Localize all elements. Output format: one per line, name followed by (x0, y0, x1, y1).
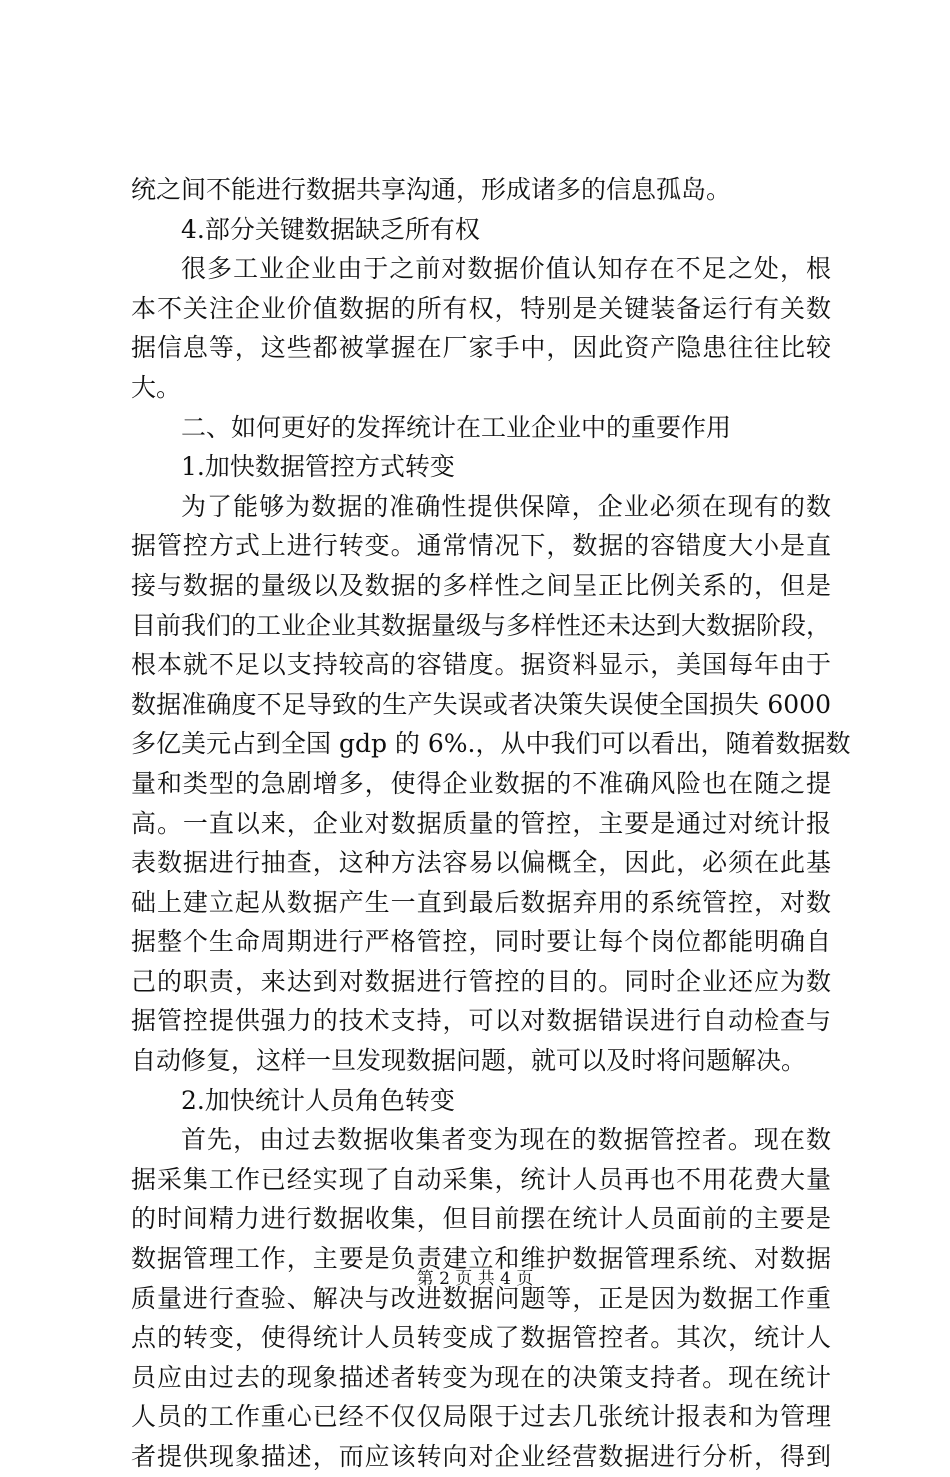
text-line: 的时间精力进行数据收集，但目前摆在统计人员面前的主要是 (131, 1204, 831, 1234)
text-line: 很多工业企业由于之前对数据价值认知存在不足之处，根 (181, 254, 831, 284)
text-line: 据管控提供强力的技术支持，可以对数据错误进行自动检查与 (131, 1006, 831, 1036)
text-line: 量和类型的急剧增多，使得企业数据的不准确风险也在随之提 (131, 768, 831, 798)
text-line: 多亿美元占到全国 gdp 的 6%.，从中我们可以看出，随着数据数 (131, 729, 851, 759)
text-line: 据管控方式上进行转变。通常情况下，数据的容错度大小是直 (131, 531, 831, 561)
text-line: 根本就不足以支持较高的容错度。据资料显示，美国每年由于 (131, 650, 831, 680)
text-line: 据采集工作已经实现了自动采集，统计人员再也不用花费大量 (131, 1164, 831, 1194)
text-line: 本不关注企业价值数据的所有权，特别是关键装备运行有关数 (131, 293, 831, 323)
text-line: 据信息等，这些都被掌握在厂家手中，因此资产隐患往往比较 (131, 333, 831, 363)
text-line: 自动修复，这样一旦发现数据问题，就可以及时将问题解决。 (131, 1046, 807, 1076)
text-line: 2.加快统计人员角色转变 (181, 1085, 455, 1115)
text-line: 己的职责，来达到对数据进行管控的目的。同时企业还应为数 (131, 966, 831, 996)
text-line: 质量进行查验、解决与改进数据问题等，正是因为数据工作重 (131, 1283, 831, 1313)
text-line: 点的转变，使得统计人员转变成了数据管控者。其次，统计人 (131, 1323, 831, 1353)
text-line: 员应由过去的现象描述者转变为现在的决策支持者。现在统计 (131, 1362, 831, 1392)
text-line: 数据管理工作，主要是负责建立和维护数据管理系统、对数据 (131, 1244, 831, 1274)
text-line: 二、如何更好的发挥统计在工业企业中的重要作用 (181, 412, 732, 442)
text-line: 首先，由过去数据收集者变为现在的数据管控者。现在数 (181, 1125, 831, 1155)
text-line: 础上建立起从数据产生一直到最后数据弃用的系统管控，对数 (131, 887, 831, 917)
text-line: 表数据进行抽查，这种方法容易以偏概全，因此，必须在此基 (131, 848, 831, 878)
text-line: 据整个生命周期进行严格管控，同时要让每个岗位都能明确自 (131, 927, 831, 957)
text-line: 者提供现象描述，而应该转向对企业经营数据进行分析，得到 (131, 1442, 831, 1471)
text-line: 接与数据的量级以及数据的多样性之间呈正比例关系的，但是 (131, 570, 831, 600)
text-line: 4.部分关键数据缺乏所有权 (181, 214, 480, 244)
text-line: 统之间不能进行数据共享沟通，形成诸多的信息孤岛。 (131, 175, 732, 204)
text-line: 大。 (131, 372, 182, 402)
text-line: 1.加快数据管控方式转变 (181, 452, 455, 482)
page-footer: 第 2 页 共 4 页 (416, 1269, 534, 1289)
text-line: 目前我们的工业企业其数据量级与多样性还未达到大数据阶段， (131, 610, 832, 640)
text-line: 人员的工作重心已经不仅仅局限于过去几张统计报表和为管理 (131, 1402, 831, 1432)
text-line: 为了能够为数据的准确性提供保障，企业必须在现有的数 (181, 491, 831, 521)
text-line: 高。一直以来，企业对数据质量的管控，主要是通过对统计报 (131, 808, 831, 838)
text-line: 数据准确度不足导致的生产失误或者决策失误使全国损失 6000 (131, 689, 831, 719)
